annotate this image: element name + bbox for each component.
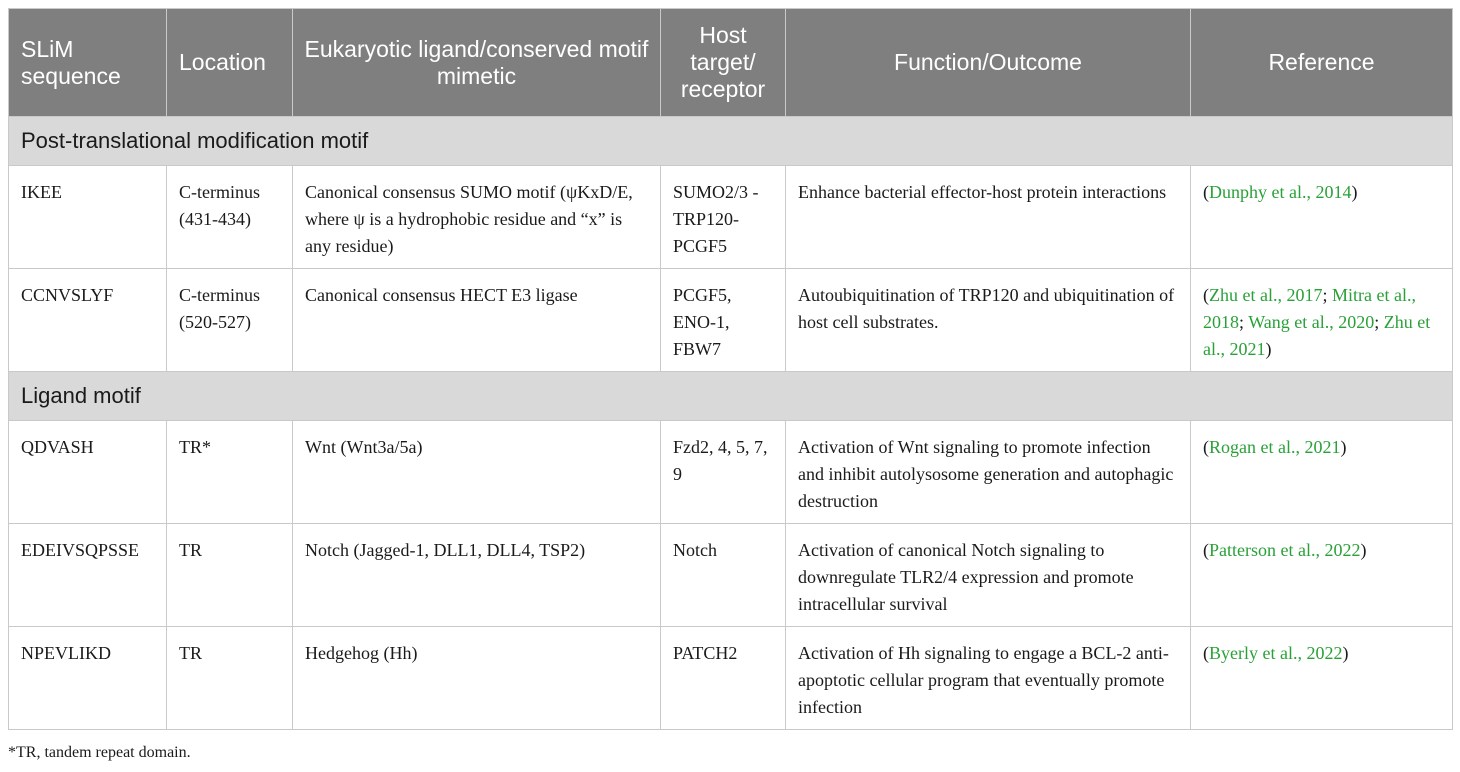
cell-mimetic: Canonical consensus SUMO motif (ψKxD/E, where ψ is a hydrophobic residue and “x” is any residue) bbox=[293, 166, 661, 269]
table-row bbox=[9, 524, 1453, 627]
column-header-target: Host target/ receptor bbox=[661, 9, 786, 117]
column-header-function: Function/Outcome bbox=[786, 9, 1191, 117]
cell-target: Fzd2, 4, 5, 7, 9 bbox=[661, 421, 786, 524]
citation-link[interactable]: Mitra et al., 2018 bbox=[1203, 285, 1416, 332]
cell-location: C-terminus (520-527) bbox=[167, 269, 293, 372]
cell-target: Notch bbox=[661, 524, 786, 627]
citation-link[interactable]: Rogan et al., 2021 bbox=[1209, 437, 1341, 457]
cell-sequence: QDVASH bbox=[9, 421, 167, 524]
table-row bbox=[9, 166, 1453, 269]
section-row bbox=[9, 117, 1453, 166]
column-header-reference: Reference bbox=[1191, 9, 1453, 117]
cell-reference: (Byerly et al., 2022) bbox=[1191, 627, 1453, 730]
column-header-location: Location bbox=[167, 9, 293, 117]
cell-location: C-terminus (431-434) bbox=[167, 166, 293, 269]
cell-function: Autoubiquitination of TRP120 and ubiquitination of host cell substrates. bbox=[786, 269, 1191, 372]
section-title: Post-translational modification motif bbox=[9, 117, 1453, 166]
table-row bbox=[9, 627, 1453, 730]
cell-function: Enhance bacterial effector-host protein interactions bbox=[786, 166, 1191, 269]
table-row bbox=[9, 421, 1453, 524]
citation-link[interactable]: Dunphy et al., 2014 bbox=[1209, 182, 1352, 202]
table-body bbox=[9, 117, 1453, 730]
cell-sequence: IKEE bbox=[9, 166, 167, 269]
cell-target: PATCH2 bbox=[661, 627, 786, 730]
citation-link[interactable]: Byerly et al., 2022 bbox=[1209, 643, 1343, 663]
cell-function: Activation of canonical Notch signaling to downregulate TLR2/4 expression and promote intracellular survival bbox=[786, 524, 1191, 627]
cell-sequence: CCNVSLYF bbox=[9, 269, 167, 372]
citation-link[interactable]: Wang et al., 2020 bbox=[1248, 312, 1375, 332]
citation-link[interactable]: Zhu et al., 2021 bbox=[1203, 312, 1431, 359]
cell-location: TR bbox=[167, 627, 293, 730]
table-row bbox=[9, 269, 1453, 372]
slim-table bbox=[8, 8, 1453, 730]
cell-sequence: EDEIVSQPSSE bbox=[9, 524, 167, 627]
cell-location: TR* bbox=[167, 421, 293, 524]
cell-reference: (Rogan et al., 2021) bbox=[1191, 421, 1453, 524]
cell-function: Activation of Hh signaling to engage a BCL-2 anti-apoptotic cellular program that eventually promote infection bbox=[786, 627, 1191, 730]
table-footnote: *TR, tandem repeat domain. bbox=[8, 744, 191, 761]
cell-mimetic: Notch (Jagged-1, DLL1, DLL4, TSP2) bbox=[293, 524, 661, 627]
cell-mimetic: Wnt (Wnt3a/5a) bbox=[293, 421, 661, 524]
section-title: Ligand motif bbox=[9, 372, 1453, 421]
citation-link[interactable]: Zhu et al., 2017 bbox=[1209, 285, 1323, 305]
cell-mimetic: Hedgehog (Hh) bbox=[293, 627, 661, 730]
cell-target: SUMO2/3 -TRP120- PCGF5 bbox=[661, 166, 786, 269]
cell-mimetic: Canonical consensus HECT E3 ligase bbox=[293, 269, 661, 372]
cell-location: TR bbox=[167, 524, 293, 627]
section-row bbox=[9, 372, 1453, 421]
cell-sequence: NPEVLIKD bbox=[9, 627, 167, 730]
cell-reference: (Patterson et al., 2022) bbox=[1191, 524, 1453, 627]
cell-target: PCGF5, ENO-1, FBW7 bbox=[661, 269, 786, 372]
column-header-mimetic: Eukaryotic ligand/conserved motif mimetic bbox=[293, 9, 661, 117]
cell-reference: (Dunphy et al., 2014) bbox=[1191, 166, 1453, 269]
cell-function: Activation of Wnt signaling to promote infection and inhibit autolysosome generation and autophagic destruction bbox=[786, 421, 1191, 524]
column-header-sequence: SLiM sequence bbox=[9, 9, 167, 117]
table-header bbox=[9, 9, 1453, 117]
cell-reference: (Zhu et al., 2017; Mitra et al., 2018; Wang et al., 2020; Zhu et al., 2021) bbox=[1191, 269, 1453, 372]
citation-link[interactable]: Patterson et al., 2022 bbox=[1209, 540, 1361, 560]
